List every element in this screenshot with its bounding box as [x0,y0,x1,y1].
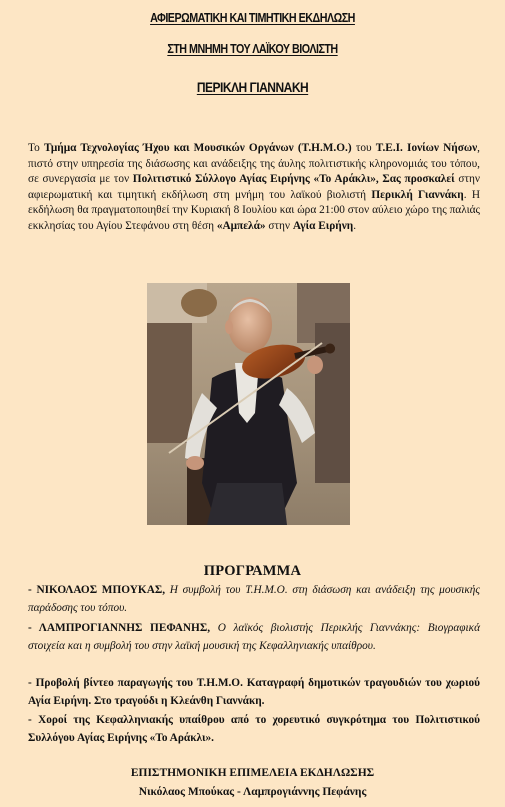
intro-department: Τμήμα Τεχνολογίας Ήχου και Μουσικών Οργάνων (Τ.Η.Μ.Ο.) [43,142,352,154]
intro-institution: Τ.Ε.Ι. Ιονίων Νήσων [375,142,478,154]
program-item-2-topic: Ο λαϊκός βιολιστής Περικλής Γιαννάκης: Βιογραφικά στοιχεία και η συμβολή του στην λαϊκή μουσική της Κεφαλληνιακής υπαίθρου. [28,622,480,652]
intro-text-3: , πιστό στην υπηρεσία της διάσωσης και ανάδειξης της άυλης πολιτιστικής κληρονομιάς του τόπου, σε συνεργασία με τον [28,142,480,186]
program-item-2-speaker: - ΛΑΜΠΡΟΓΙΑΝΝΗΣ ΠΕΦΑΝΗΣ, [28,622,211,634]
intro-text-2: του [351,142,376,154]
intro-text-5: . Η εκδήλωση θα πραγματοποιηθεί την Κυριακή 8 Ιουλίου και ώρα 21:00 στον αύλειο χώρο της παλιάς εκκλησίας του Αγίου Στεφάνου στη θέση [28,188,480,232]
program-item-1-speaker: - ΝΙΚΟΛΑΟΣ ΜΠΟΥΚΑΣ, [28,584,166,596]
violinist-photo [147,283,350,525]
header-line-1: ΑΦΙΕΡΩΜΑΤΙΚΗ ΚΑΙ ΤΙΜΗΤΙΚΗ ΕΚΔΗΛΩΣΗ [150,11,355,25]
program-title: ΠΡΟΓΡΑΜΜΑ [203,563,302,579]
intro-honoree: Περικλή Γιαννάκη [371,188,464,201]
intro-text-1: Το [28,142,44,154]
intro-association: Πολιτιστικό Σύλλογο Αγίας Ειρήνης «Το Αράκλι», Σας προσκαλεί [132,173,455,186]
intro-location-name: «Αμπελά» [216,219,266,232]
program-item-3 [28,675,480,710]
footer-title: ΕΠΙΣΤΗΜΟΝΙΚΗ ΕΠΙΜΕΛΕΙΑ ΕΚΔΗΛΩΣΗΣ [130,767,375,779]
header-line-2: ΣΤΗ ΜΝΗΜΗ ΤΟΥ ΛΑΪΚΟΥ ΒΙΟΛΙΣΤΗ [167,42,338,56]
program-item-1-topic: Η συμβολή του Τ.Η.Μ.Ο. στη διάσωση και ανάδειξη της μουσικής παράδοσης του τόπου. [28,584,480,614]
program-item-4 [28,712,480,747]
intro-text-6: στην [265,219,293,232]
program-item-2 [28,620,480,655]
program-item-1 [28,582,480,617]
program-item-3-text: - Προβολή βίντεο παραγωγής του Τ.Η.Μ.Ο. Καταγραφή δημοτικών τραγουδιών του χωριού Αγία Ειρήνη. Στο τραγούδι η Κλεάνθη Γιαννάκη. [28,677,480,707]
program-item-4-text: - Χοροί της Κεφαλληνιακής υπαίθρου από το χορευτικό συγκρότημα του Πολιτιστικού Συλλόγου Αγίας Ειρήνης «Το Αράκλι». [28,714,480,744]
invitation-paragraph [28,141,480,235]
intro-text-4: στην αφιερωματική και τιμητική εκδήλωση στη μνήμη του λαϊκού βιολιστή [28,173,480,201]
footer-organizers: Νικόλαος Μπούκας - Λαμπρογιάννης Πεφάνης [138,786,367,798]
header-honoree-name: ΠΕΡΙΚΛΗ ΓΙΑΝΝΑΚΗ [196,79,309,95]
intro-village: Αγία Ειρήνη [292,219,354,232]
intro-text-7: . [353,219,357,232]
